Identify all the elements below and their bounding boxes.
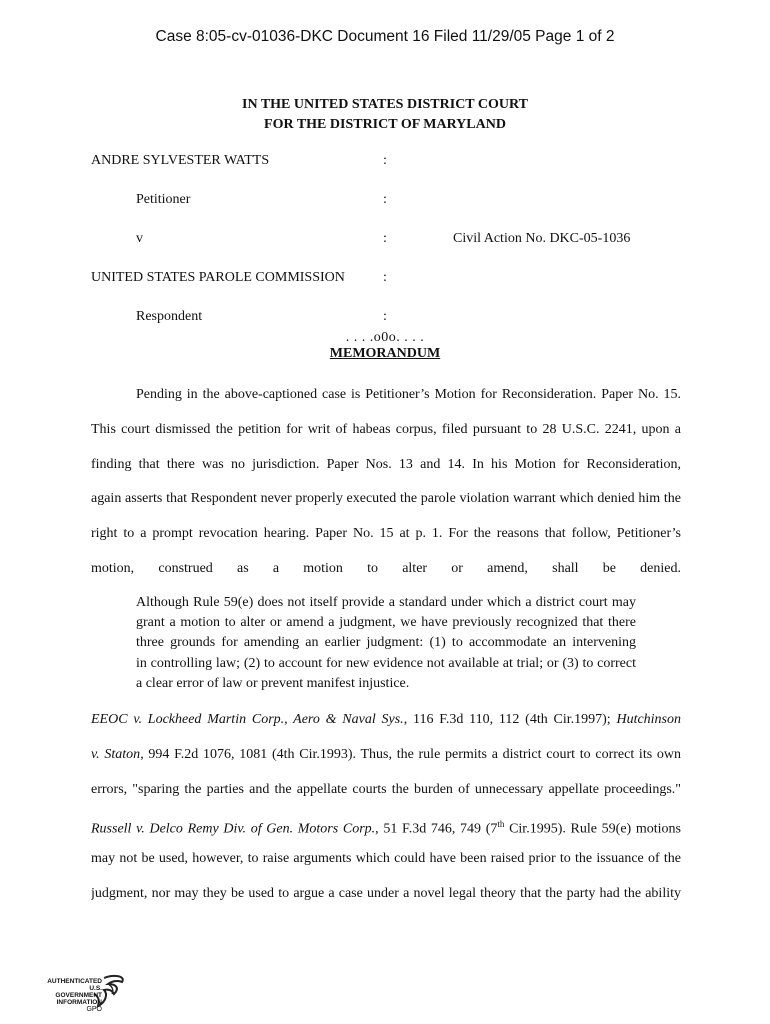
quote-line: a clear error of law or prevent manifest injustice.	[136, 675, 410, 691]
civil-action-number: Civil Action No. DKC-05-1036	[453, 231, 631, 246]
respondent-name: UNITED STATES PAROLE COMMISSION	[91, 270, 345, 285]
caption-colon: :	[383, 231, 387, 246]
paragraph-line: right to a prompt revocation hearing. Paper No. 15 at p. 1. For the reasons that follow, Petitioner’s	[91, 526, 681, 542]
case-citation: v. Staton	[91, 746, 141, 762]
quote-line: three grounds for amending an earlier judgment: (1) to accommodate an intervening	[136, 635, 636, 651]
quote-line: grant a motion to alter or amend a judgment, we have previously recognized that there	[136, 615, 636, 631]
case-citation: Hutchinson	[616, 712, 681, 727]
citation-text: , 116 F.3d 110, 112 (4th Cir.1997);	[403, 712, 617, 727]
block-quote	[136, 593, 636, 694]
quote-line: in controlling law; (2) to account for new evidence not available at trial; or (3) to correct	[136, 655, 636, 671]
paragraph-2	[91, 703, 681, 912]
versus-label: v	[136, 231, 143, 246]
petitioner-name: ANDRE SYLVESTER WATTS	[91, 153, 270, 168]
court-heading-line2: FOR THE DISTRICT OF MARYLAND	[264, 117, 506, 132]
paragraph-line	[91, 738, 681, 773]
paragraph-line: Pending in the above-captioned case is Petitioner’s Motion for Reconsideration. Paper No. 15.	[136, 387, 681, 402]
court-heading-line1: IN THE UNITED STATES DISTRICT COURT	[242, 97, 528, 112]
petitioner-label: Petitioner	[136, 192, 191, 207]
quote-line: Although Rule 59(e) does not itself provide a standard under which a district court may	[136, 595, 636, 610]
caption-separator: . . . .o0o. . . .	[345, 330, 425, 345]
caption-colon: :	[383, 192, 387, 207]
caption-colon: :	[383, 153, 387, 168]
seal-text: AUTHENTICATED	[47, 978, 102, 985]
paragraph-line: errors, "sparing the parties and the appellate courts the burden of unnecessary appellate proceedings."	[91, 781, 681, 797]
respondent-label: Respondent	[136, 309, 203, 324]
paragraph-line: judgment, nor may they be used to argue a case under a novel legal theory that the party had the ability	[91, 885, 681, 901]
paragraph-line: motion, construed as a motion to alter or amend, shall be denied.	[91, 560, 681, 576]
citation-text: Cir.1995). Rule 59(e) motions	[504, 822, 681, 838]
court-heading	[0, 95, 770, 135]
caption-colon: :	[383, 309, 387, 324]
gpo-authentication-seal	[42, 972, 132, 1012]
case-citation: Russell v. Delco Remy Div. of Gen. Motors Corp.	[91, 822, 376, 838]
seal-text: GPO	[86, 1006, 102, 1013]
seal-text: U.S. GOVERNMENT	[55, 985, 102, 999]
memorandum-title: MEMORANDUM	[329, 346, 441, 361]
paragraph-line: may not be used, however, to raise arguments which could have been raised prior to the issuance of the	[91, 851, 681, 867]
paragraph-line	[91, 703, 681, 738]
ordinal-superscript: th	[497, 819, 505, 830]
caption-colon: :	[383, 270, 387, 285]
citation-text: , 51 F.3d 746, 749 (7	[375, 822, 498, 838]
case-citation: EEOC v. Lockheed Martin Corp., Aero & Naval Sys.	[91, 712, 404, 727]
citation-text: , 994 F.2d 1076, 1081 (4th Cir.1993). Thus, the rule permits a district court to correct its own	[140, 746, 681, 762]
seal-text: INFORMATION	[56, 999, 102, 1006]
case-header-stamp: Case 8:05-cv-01036-DKC Document 16 Filed 11/29/05 Page 1 of 2	[155, 28, 615, 45]
paragraph-1	[91, 378, 681, 587]
paragraph-line: finding that there was no jurisdiction. Paper Nos. 13 and 14. In his Motion for Reconsideration,	[91, 456, 681, 472]
paragraph-line: again asserts that Respondent never properly executed the parole violation warrant which denied him the	[91, 491, 681, 507]
paragraph-line: This court dismissed the petition for writ of habeas corpus, filed pursuant to 28 U.S.C. 2241, upon a	[91, 421, 681, 437]
paragraph-line	[91, 807, 681, 842]
